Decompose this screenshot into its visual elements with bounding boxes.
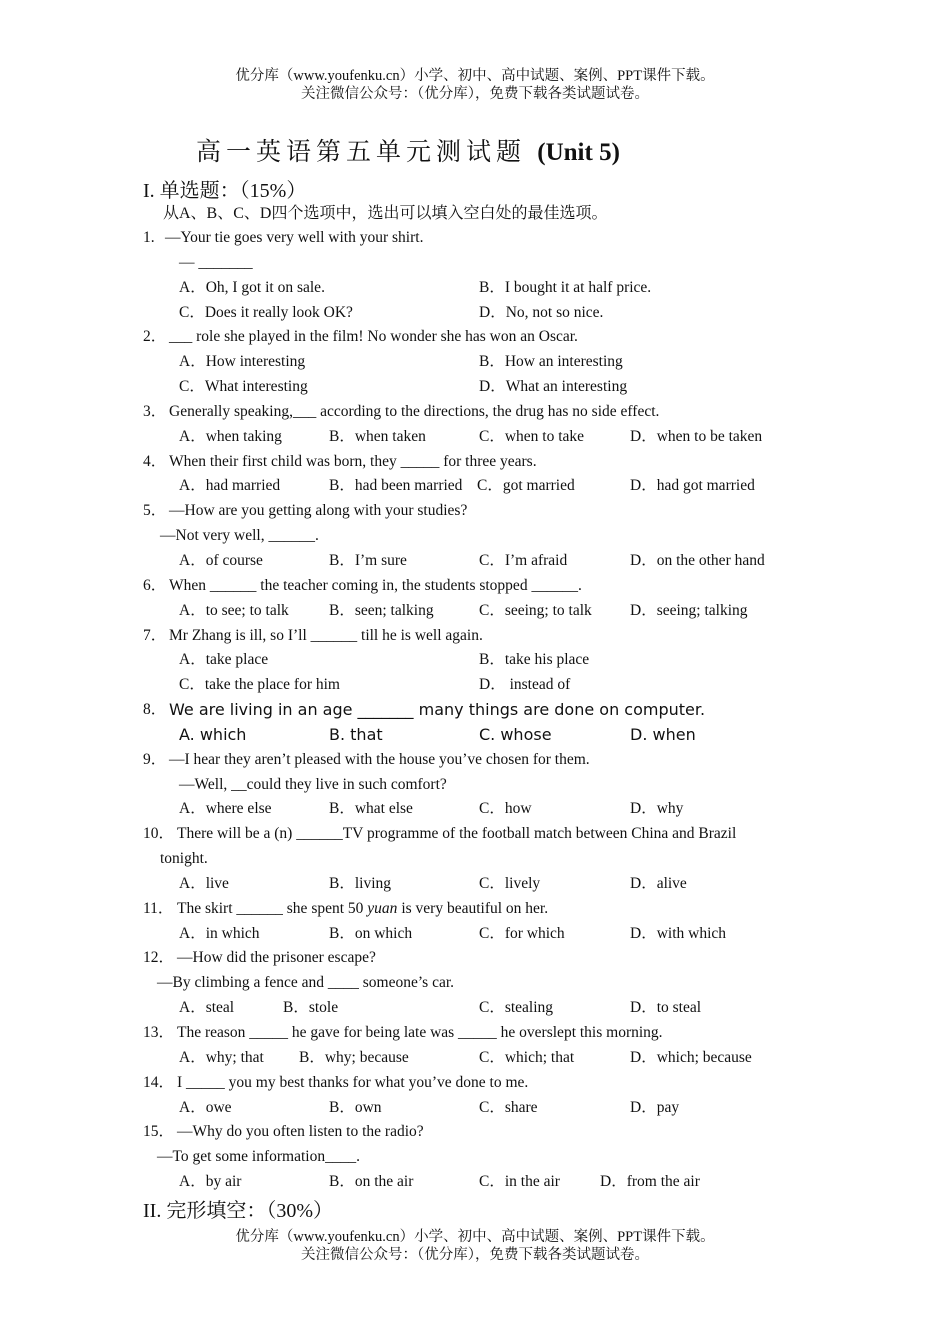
- option-c[interactable]: C．seeing; to talk: [479, 601, 592, 619]
- title-chinese: 高一英语第五单元测试题: [196, 139, 527, 166]
- option-c[interactable]: C．I’m afraid: [479, 551, 568, 569]
- question-stem: I _____ you my best thanks for what you’ve done to me.: [177, 1073, 529, 1091]
- question-number: 12．: [143, 949, 175, 967]
- option-c[interactable]: C．share: [479, 1098, 538, 1116]
- option-b[interactable]: B．living: [329, 874, 392, 892]
- question-stem-continued: —To get some information____.: [157, 1148, 360, 1166]
- question-5: [0, 499, 950, 524]
- page-footer: [0, 1228, 950, 1264]
- option-b[interactable]: B．take his place: [479, 651, 590, 669]
- option-b[interactable]: B. that: [329, 724, 383, 744]
- option-a[interactable]: A．in which: [179, 924, 260, 942]
- question-number: 3．: [143, 402, 167, 420]
- option-b[interactable]: B．when taken: [329, 427, 426, 445]
- question-stem: —Your tie goes very well with your shirt.: [165, 229, 424, 246]
- question-number: 4．: [143, 452, 167, 470]
- option-d[interactable]: D．alive: [630, 874, 687, 892]
- option-b[interactable]: B．why; because: [299, 1048, 409, 1066]
- option-b[interactable]: B．on the air: [329, 1173, 414, 1191]
- question-11: [0, 897, 950, 922]
- section-1-heading: I. 单选题：（15%）: [143, 180, 307, 202]
- question-stem: The skirt ______ she spent 50 yuan is very beautiful on her.: [177, 899, 549, 917]
- question-stem: —How are you getting along with your studies?: [169, 502, 468, 520]
- option-a[interactable]: A．when taking: [179, 427, 282, 445]
- question-6: [0, 574, 950, 599]
- option-b[interactable]: B．I’m sure: [329, 551, 407, 569]
- option-c[interactable]: C．take the place for him: [179, 676, 340, 694]
- question-number: 15．: [143, 1123, 175, 1141]
- question-15: [0, 1120, 950, 1145]
- question-number: 5．: [143, 502, 167, 520]
- question-number: 2．: [143, 328, 167, 346]
- question-number: 7．: [143, 626, 167, 644]
- option-d[interactable]: D．with which: [630, 924, 727, 942]
- option-b[interactable]: B．own: [329, 1098, 382, 1116]
- question-10: [0, 822, 950, 847]
- option-b[interactable]: B．I bought it at half price.: [479, 278, 652, 296]
- option-c[interactable]: C. whose: [479, 724, 552, 744]
- option-b[interactable]: B．How an interesting: [479, 353, 623, 371]
- footer-line-2: 关注微信公众号：（优分库），免费下载各类试题试卷。: [301, 1247, 649, 1263]
- question-stem: —Why do you often listen to the radio?: [177, 1123, 424, 1141]
- question-9: [0, 748, 950, 773]
- option-c[interactable]: C．What interesting: [179, 378, 308, 396]
- option-d[interactable]: D．when to be taken: [630, 427, 763, 445]
- question-number: 13．: [143, 1024, 175, 1041]
- option-d[interactable]: D．seeing; talking: [630, 601, 748, 619]
- question-stem: When their first child was born, they _____ for three years.: [169, 452, 537, 470]
- option-d[interactable]: D．why: [630, 800, 684, 818]
- option-d[interactable]: D．No, not so nice.: [479, 303, 604, 321]
- question-stem-continued: —Well, __could they live in such comfort?: [179, 775, 447, 793]
- question-list: [0, 226, 950, 1195]
- option-c[interactable]: C．for which: [479, 924, 565, 942]
- option-a[interactable]: A．steal: [179, 999, 235, 1017]
- option-b[interactable]: B．on which: [329, 924, 413, 942]
- question-14: [0, 1071, 950, 1096]
- option-b[interactable]: B．stole: [283, 999, 339, 1017]
- question-number: 6．: [143, 576, 167, 594]
- option-d[interactable]: D．on the other hand: [630, 551, 765, 569]
- title-unit: (Unit 5): [537, 139, 620, 166]
- option-d[interactable]: D. when: [630, 724, 696, 744]
- option-c[interactable]: C．when to take: [479, 427, 585, 445]
- question-stem: ___ role she played in the film! No wonder she has won an Oscar.: [169, 328, 578, 346]
- page-title: [196, 132, 620, 168]
- question-12: [0, 946, 950, 971]
- question-stem: Generally speaking,___ according to the directions, the drug has no side effect.: [169, 402, 660, 420]
- question-stem: The reason _____ he gave for being late was _____ he overslept this morning.: [177, 1024, 663, 1041]
- question-stem-continued: —By climbing a fence and ____ someone’s car.: [157, 974, 455, 992]
- option-c[interactable]: C．how: [479, 800, 532, 818]
- question-number: 11．: [143, 899, 174, 917]
- question-stem: —I hear they aren’t pleased with the house you’ve chosen for them.: [169, 750, 590, 768]
- footer-line-1: 优分库（www.youfenku.cn）小学、初中、高中试题、案例、PPT课件下载。: [235, 1229, 715, 1245]
- option-a[interactable]: A．How interesting: [179, 353, 306, 371]
- question-2: [0, 325, 950, 350]
- question-stem-continued: tonight.: [160, 850, 208, 868]
- option-b[interactable]: B．had been married: [329, 477, 463, 495]
- question-stem-continued: — _______: [179, 253, 253, 271]
- question-stem: We are living in an age _______ many things are done on computer.: [169, 700, 706, 720]
- option-d[interactable]: D．which; because: [630, 1048, 752, 1066]
- option-b[interactable]: B．what else: [329, 800, 413, 818]
- option-d[interactable]: D．What an interesting: [479, 378, 628, 396]
- question-number: 10．: [143, 825, 175, 843]
- option-a[interactable]: A．by air: [179, 1173, 242, 1191]
- option-a[interactable]: A．live: [179, 874, 229, 892]
- question-4: [0, 450, 950, 475]
- option-c[interactable]: C．which; that: [479, 1048, 575, 1066]
- page-header: [0, 67, 950, 103]
- option-b[interactable]: B．seen; talking: [329, 601, 434, 619]
- option-a[interactable]: A．to see; to talk: [179, 601, 289, 619]
- section-1-instruction: 从A、B、C、D四个选项中，选出可以填入空白处的最佳选项。: [163, 205, 608, 222]
- option-d[interactable]: D．to steal: [630, 999, 702, 1017]
- option-c[interactable]: C．stealing: [479, 999, 554, 1017]
- question-stem: —How did the prisoner escape?: [177, 949, 376, 967]
- question-stem: Mr Zhang is ill, so I’ll ______ till he is well again.: [169, 626, 483, 644]
- header-line-1: 优分库（www.youfenku.cn）小学、初中、高中试题、案例、PPT课件下载。: [235, 68, 715, 84]
- option-c[interactable]: C．lively: [479, 874, 541, 892]
- question-stem: When ______ the teacher coming in, the students stopped ______.: [169, 576, 582, 594]
- option-a[interactable]: A．Oh, I got it on sale.: [179, 278, 325, 296]
- question-number: 14．: [143, 1073, 175, 1091]
- option-d[interactable]: D．had got married: [630, 477, 755, 495]
- header-line-2: 关注微信公众号：（优分库），免费下载各类试题试卷。: [301, 86, 649, 102]
- option-a[interactable]: A．where else: [179, 800, 272, 818]
- question-number: 1.: [143, 229, 155, 246]
- question-number: 8．: [143, 701, 167, 719]
- option-c[interactable]: C．Does it really look OK?: [179, 303, 353, 321]
- option-a[interactable]: A．take place: [179, 651, 269, 669]
- question-3: [0, 400, 950, 425]
- option-a[interactable]: A．owe: [179, 1098, 232, 1116]
- option-d[interactable]: D． instead of: [479, 676, 571, 694]
- question-7: [0, 624, 950, 649]
- question-number: 9．: [143, 750, 167, 768]
- section-2-heading: II. 完形填空：（30%）: [143, 1200, 333, 1222]
- question-13: [0, 1021, 950, 1046]
- question-stem: There will be a (n) ______TV programme of the football match between China and Brazil: [177, 825, 737, 843]
- question-stem-continued: —Not very well, ______.: [160, 527, 319, 545]
- option-a[interactable]: A．of course: [179, 551, 263, 569]
- option-c[interactable]: C．got married: [477, 477, 575, 495]
- option-a[interactable]: A. which: [179, 724, 247, 744]
- question-8: [0, 698, 950, 723]
- option-a[interactable]: A．why; that: [179, 1048, 264, 1066]
- option-d[interactable]: D．from the air: [600, 1173, 700, 1191]
- question-1: [0, 226, 950, 251]
- option-d[interactable]: D．pay: [630, 1098, 680, 1116]
- option-c[interactable]: C．in the air: [479, 1173, 560, 1191]
- option-a[interactable]: A．had married: [179, 477, 281, 495]
